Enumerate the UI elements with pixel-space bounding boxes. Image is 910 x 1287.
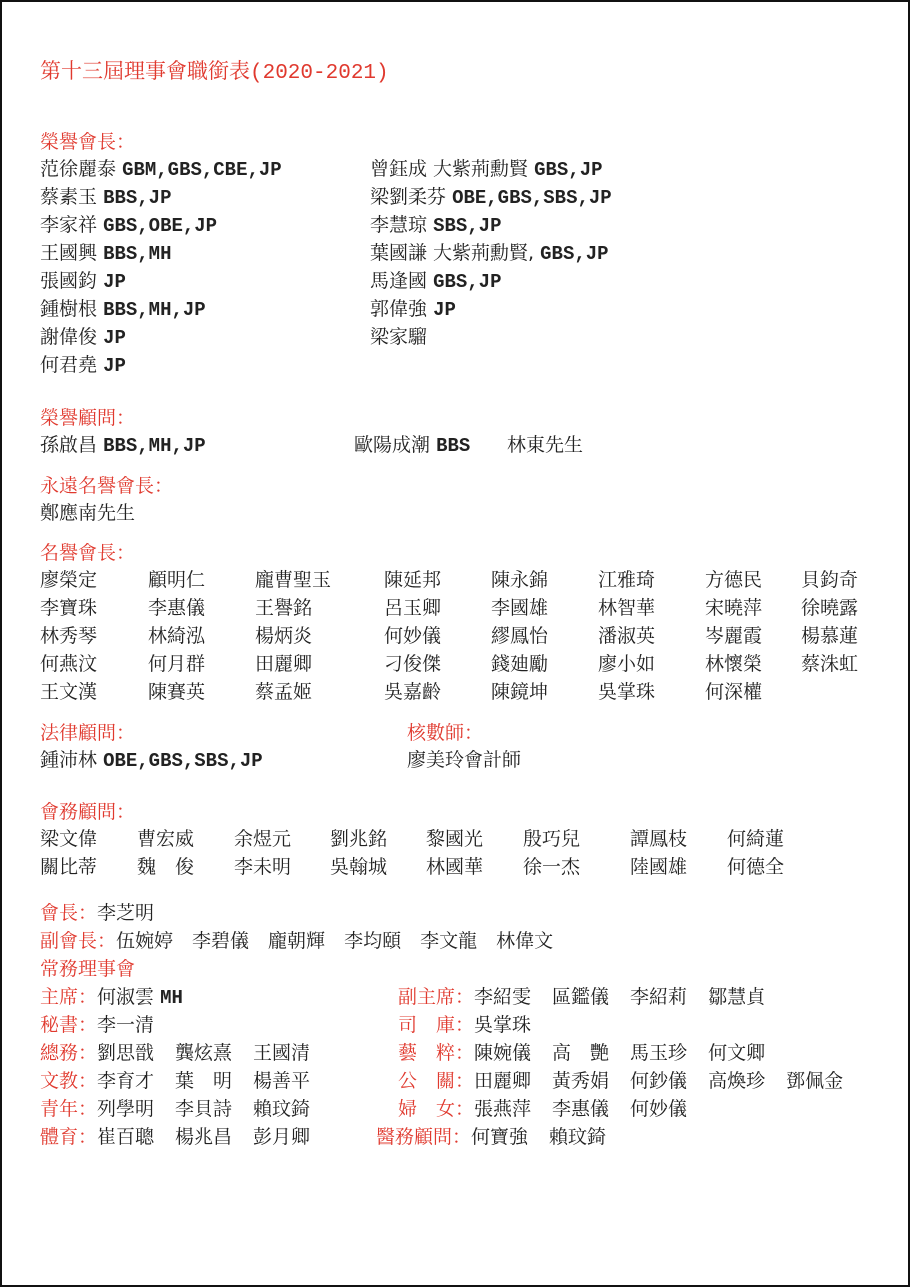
- honorary-advisor-entry: 歐陽成潮 BBS: [354, 434, 471, 457]
- committee-member-name: 崔百聰: [97, 1126, 155, 1148]
- person-honours: JP: [103, 271, 126, 293]
- honorary-chair-name: 陳鏡坤: [491, 681, 549, 703]
- committee-member-name: 王國清: [253, 1042, 311, 1064]
- member-honours: MH: [160, 987, 183, 1009]
- honorary-advisor-entry: 孫啟昌 BBS,MH,JP: [40, 434, 206, 457]
- vice-president-name: 龐朝輝: [268, 930, 326, 952]
- person-name: 鍾樹根: [40, 298, 98, 320]
- honorary-chair-name: 陳賽英: [148, 681, 206, 703]
- affairs-advisor-name: 陸國雄: [630, 856, 688, 878]
- honorary-chair-name: 繆鳳怡: [491, 625, 549, 647]
- honorary-chair-name: 廖榮定: [40, 569, 98, 591]
- honorary-president-entry: [370, 212, 501, 239]
- honorary-president-entry: [370, 184, 612, 211]
- committee-role-label: 主席：: [40, 986, 98, 1008]
- committee-member-name: 李紹莉: [630, 986, 688, 1008]
- committee-role-line: [40, 1096, 310, 1122]
- committee-member-name: 李貝詩: [175, 1098, 233, 1120]
- honorary-chair-name: 江雅琦: [598, 569, 656, 591]
- committee-role-line: [376, 1124, 606, 1150]
- honorary-chair-name: 何月群: [148, 653, 206, 675]
- affairs-advisor-name: 何德全: [727, 856, 785, 878]
- committee-member-name: 黃秀娟: [552, 1070, 610, 1092]
- honorary-chair-name: 李國雄: [491, 597, 549, 619]
- honorary-chair-name: 蔡洙虹: [801, 653, 859, 675]
- honorary-president-entry: [370, 268, 501, 295]
- honorary-chair-name: 楊慕蓮: [801, 625, 859, 647]
- legal-advisor-heading: 法律顧問：: [40, 722, 136, 744]
- honorary-chair-name: 李惠儀: [148, 597, 206, 619]
- person-name: 何君堯: [40, 354, 98, 376]
- honorary-chair-name: 林綺泓: [148, 625, 206, 647]
- honorary-chair-name: 潘淑英: [598, 625, 656, 647]
- affairs-advisor-name: 殷巧兒: [523, 828, 581, 850]
- person-honours: SBS,JP: [433, 215, 502, 237]
- committee-member-name: 何文卿: [708, 1042, 766, 1064]
- person-honours: GBS,JP: [433, 271, 502, 293]
- committee-role-label: 體育：: [40, 1126, 98, 1148]
- person-name: 曾鈺成 大紫荊勳賢: [370, 158, 529, 180]
- permanent-honorary-president-name: 鄭應南先生: [40, 502, 136, 524]
- committee-role-line: [398, 1068, 843, 1094]
- committee-member-name: 李一清: [97, 1014, 155, 1036]
- honorary-chair-name: 岑麗霞: [705, 625, 763, 647]
- honorary-chair-name: 徐曉露: [801, 597, 859, 619]
- vice-president-name: 林偉文: [496, 930, 554, 952]
- honorary-chair-name: 林智華: [598, 597, 656, 619]
- honorary-chair-name: 廖小如: [598, 653, 656, 675]
- committee-member-name: 楊善平: [253, 1070, 311, 1092]
- vice-presidents-line: 副會長：伍婉婷 李碧儀 龐朝輝 李均頤 李文龍 林偉文: [40, 930, 554, 952]
- honorary-chair-name: 錢廸勵: [491, 653, 549, 675]
- committee-member-name: 高 艷: [552, 1042, 610, 1064]
- affairs-advisor-name: 余煜元: [234, 828, 292, 850]
- person-honours: OBE,GBS,SBS,JP: [452, 187, 612, 209]
- committee-role-line: [398, 984, 765, 1010]
- vice-president-name: 李文龍: [420, 930, 478, 952]
- affairs-advisor-name: 曹宏威: [137, 828, 195, 850]
- honorary-president-entry: [370, 156, 603, 183]
- committee-role-label: 副主席：: [398, 986, 475, 1008]
- committee-role-line: [398, 1040, 765, 1066]
- person-name: 郭偉強: [370, 298, 428, 320]
- committee-member-name: 列學明: [97, 1098, 155, 1120]
- honorary-president-entry: [370, 296, 456, 323]
- honorary-chair-name: 刁俊傑: [384, 653, 442, 675]
- person-honours: JP: [433, 299, 456, 321]
- affairs-advisor-name: 劉兆銘: [330, 828, 388, 850]
- affairs-advisor-name: 譚鳳枝: [630, 828, 688, 850]
- affairs-advisor-name: 黎國光: [426, 828, 484, 850]
- person-name: 張國鈞: [40, 270, 98, 292]
- honorary-chair-name: 何妙儀: [384, 625, 442, 647]
- honorary-president-entry: [40, 184, 171, 211]
- affairs-advisors-heading: 會務顧問：: [40, 801, 136, 823]
- committee-member-name: 區鑑儀: [552, 986, 610, 1008]
- committee-member-name: 龔炫熹: [175, 1042, 233, 1064]
- legal-advisor-entry: 鍾沛林 OBE,GBS,SBS,JP: [40, 749, 263, 772]
- honorary-president-entry: [370, 324, 427, 350]
- committee-role-label: 文教：: [40, 1070, 98, 1092]
- committee-member-name: 馬玉珍: [630, 1042, 688, 1064]
- committee-member-name: 葉 明: [175, 1070, 233, 1092]
- honorary-chair-name: 林懷榮: [705, 653, 763, 675]
- committee-role-line: [40, 1068, 310, 1094]
- committee-member-name: 高煥珍: [708, 1070, 766, 1092]
- honorary-chair-name: 何燕汶: [40, 653, 98, 675]
- honorary-chair-name: 蔡孟姬: [255, 681, 313, 703]
- committee-member-name: 李紹雯: [474, 986, 532, 1008]
- committee-member-name: 李育才: [97, 1070, 155, 1092]
- person-honours: GBM,GBS,CBE,JP: [122, 159, 282, 181]
- honorary-chair-name: 陳延邦: [384, 569, 442, 591]
- person-name: 葉國謙 大紫荊勳賢,: [370, 242, 535, 264]
- person-name: 謝偉俊: [40, 326, 98, 348]
- committee-role-label: 藝 粹：: [398, 1042, 475, 1064]
- committee-member-name: 何鈔儀: [630, 1070, 688, 1092]
- honorary-chair-name: 林秀琴: [40, 625, 98, 647]
- honorary-chair-name: 宋曉萍: [705, 597, 763, 619]
- honorary-chair-name: 顧明仁: [148, 569, 206, 591]
- person-name: 范徐麗泰: [40, 158, 117, 180]
- affairs-advisor-name: 李未明: [234, 856, 292, 878]
- committee-member-name: 楊兆昌: [175, 1126, 233, 1148]
- committee-role-line: [40, 984, 183, 1011]
- affairs-advisor-name: 魏 俊: [137, 856, 195, 878]
- person-honours: GBS,OBE,JP: [103, 215, 218, 237]
- committee-member-name: 張燕萍: [474, 1098, 532, 1120]
- honorary-chair-name: 田麗卿: [255, 653, 313, 675]
- honorary-chair-name: 陳永錦: [491, 569, 549, 591]
- vice-president-name: 李碧儀: [192, 930, 250, 952]
- honorary-chair-name: 方德民: [705, 569, 763, 591]
- affairs-advisor-name: 梁文偉: [40, 828, 98, 850]
- auditor-name: 廖美玲會計師: [407, 749, 522, 771]
- document-title: 第十三屆理事會職銜表(2020-2021): [40, 59, 389, 85]
- honorary-chair-name: 何深權: [705, 681, 763, 703]
- person-honours: GBS,JP: [534, 159, 603, 181]
- committee-member-name: 賴玟錡: [549, 1126, 607, 1148]
- committee-role-label: 秘書：: [40, 1014, 98, 1036]
- person-honours: BBS,MH: [103, 243, 172, 265]
- affairs-advisor-name: 何綺蓮: [727, 828, 785, 850]
- committee-role-line: [398, 1012, 531, 1038]
- person-honours: JP: [103, 327, 126, 349]
- honorary-chair-name: 貝鈞奇: [801, 569, 859, 591]
- honorary-chair-name: 龐曹聖玉: [255, 569, 332, 591]
- honorary-president-entry: [40, 240, 171, 267]
- person-name: 蔡素玉: [40, 186, 98, 208]
- committee-member-name: 劉思戩: [97, 1042, 155, 1064]
- person-honours: JP: [103, 355, 126, 377]
- committee-member-name: 何寶強: [471, 1126, 529, 1148]
- affairs-advisor-name: 徐一杰: [523, 856, 581, 878]
- honorary-presidents-heading: 榮譽會長：: [40, 131, 136, 153]
- committee-member-name: 何妙儀: [630, 1098, 688, 1120]
- committee-member-name: 賴玟錡: [253, 1098, 311, 1120]
- committee-role-label: 司 庫：: [398, 1014, 475, 1036]
- honorary-chairs-heading: 名譽會長：: [40, 542, 136, 564]
- vice-president-name: 李均頤: [344, 930, 402, 952]
- person-name: 李慧琼: [370, 214, 428, 236]
- honorary-chair-name: 王譽銘: [255, 597, 313, 619]
- committee-member-name: 鄧佩金: [786, 1070, 844, 1092]
- standing-committee-heading: 常務理事會: [40, 958, 136, 980]
- honorary-president-entry: [370, 240, 609, 267]
- person-name: 梁劉柔芬: [370, 186, 447, 208]
- committee-member-name: 鄒慧貞: [708, 986, 766, 1008]
- honorary-advisor-entry: 林東先生: [507, 434, 584, 456]
- committee-role-line: [40, 1124, 310, 1150]
- committee-member-name: 陳婉儀: [474, 1042, 532, 1064]
- committee-member-name: 彭月卿: [253, 1126, 311, 1148]
- honorary-chair-name: 李寶珠: [40, 597, 98, 619]
- vice-president-name: 伍婉婷: [116, 930, 174, 952]
- honorary-president-entry: [40, 324, 126, 351]
- committee-member-name: 田麗卿: [474, 1070, 532, 1092]
- person-honours: BBS,JP: [103, 187, 172, 209]
- honorary-president-entry: [40, 296, 206, 323]
- affairs-advisor-name: 關比蒂: [40, 856, 98, 878]
- committee-member-name: 李惠儀: [552, 1098, 610, 1120]
- honorary-chair-name: 呂玉卿: [384, 597, 442, 619]
- committee-role-label: 婦 女：: [398, 1098, 475, 1120]
- affairs-advisor-name: 林國華: [426, 856, 484, 878]
- committee-role-label: 公 關：: [398, 1070, 475, 1092]
- committee-role-label: 總務：: [40, 1042, 98, 1064]
- person-honours: GBS,JP: [540, 243, 609, 265]
- honorary-chair-name: 王文漢: [40, 681, 98, 703]
- president-line: 會長：李芝明: [40, 902, 155, 924]
- honorary-president-entry: [40, 352, 126, 379]
- person-name: 王國興: [40, 242, 98, 264]
- committee-role-line: [398, 1096, 687, 1122]
- honorary-chair-name: 吳嘉齡: [384, 681, 442, 703]
- auditor-heading: 核數師：: [407, 722, 484, 744]
- person-name: 馬逢國: [370, 270, 428, 292]
- committee-role-line: [40, 1012, 154, 1038]
- honorary-chair-name: 楊炳炎: [255, 625, 313, 647]
- honorary-president-entry: [40, 212, 217, 239]
- committee-member-name: 吳掌珠: [474, 1014, 532, 1036]
- person-name: 梁家騮: [370, 326, 428, 348]
- committee-role-line: [40, 1040, 310, 1066]
- committee-member-name: 何淑雲: [97, 986, 155, 1008]
- permanent-honorary-president-heading: 永遠名譽會長：: [40, 475, 174, 497]
- committee-role-label: 醫務顧問：: [376, 1126, 472, 1148]
- honorary-chair-name: 吳掌珠: [598, 681, 656, 703]
- committee-role-label: 青年：: [40, 1098, 98, 1120]
- affairs-advisor-name: 吳翰城: [330, 856, 388, 878]
- honorary-advisors-heading: 榮譽顧問：: [40, 407, 136, 429]
- honorary-president-entry: [40, 156, 282, 183]
- person-honours: BBS,MH,JP: [103, 299, 206, 321]
- honorary-president-entry: [40, 268, 126, 295]
- person-name: 李家祥: [40, 214, 98, 236]
